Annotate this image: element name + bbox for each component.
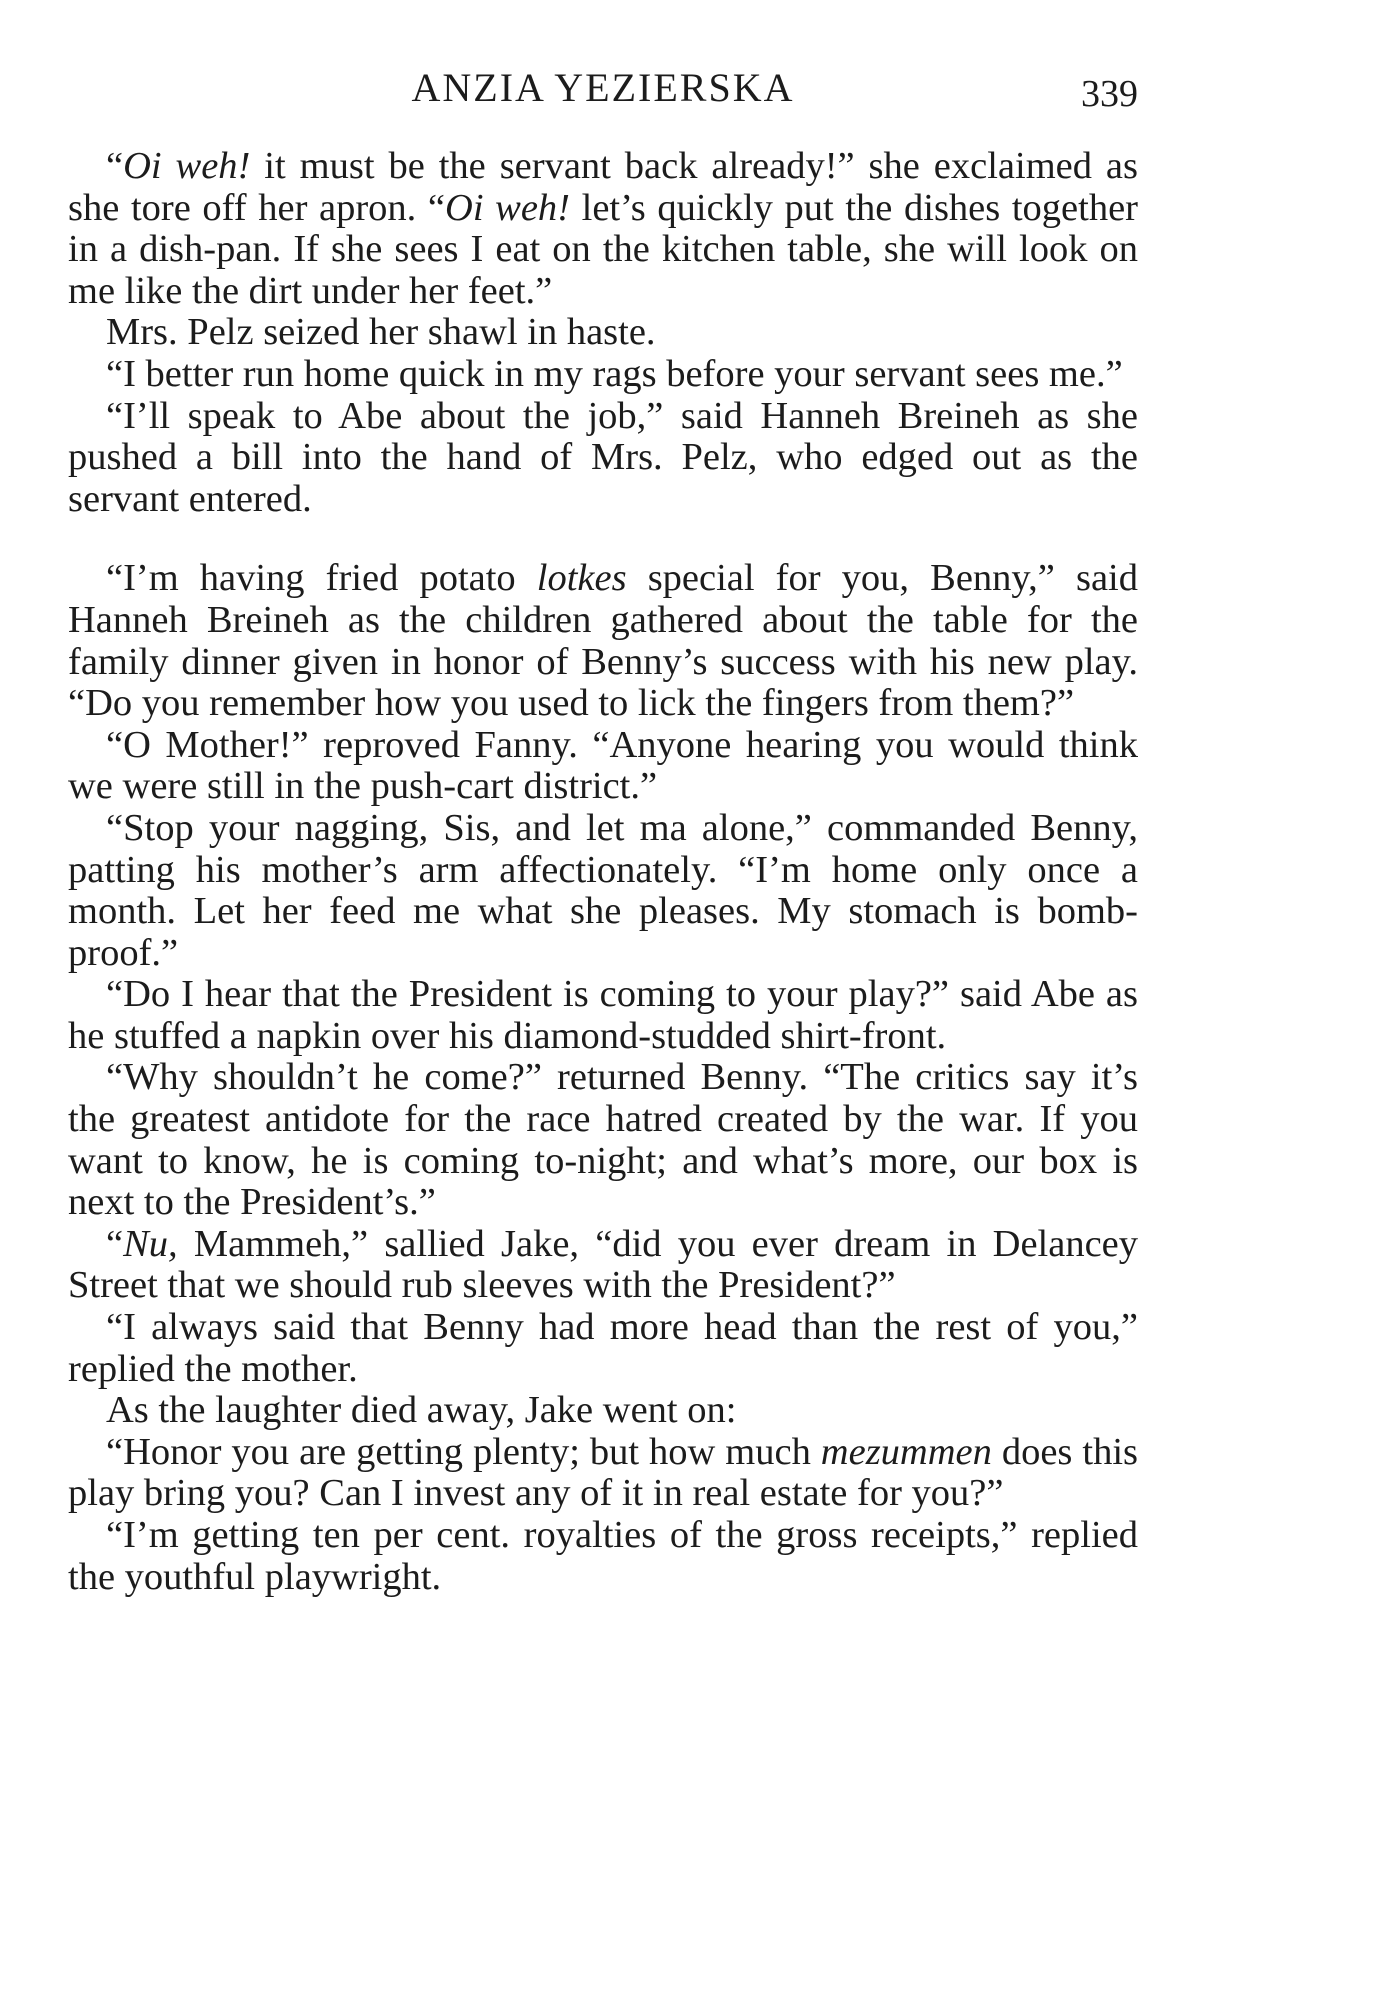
italic-phrase: Oi weh! <box>123 145 251 187</box>
paragraph: “Stop your nagging, Sis, and let ma alone,” commanded Benny, patting his mother’s arm affectionately. “I’m home only once a month. Let her feed me what she pleases. My stomach is bomb-proof.” <box>68 806 1138 974</box>
paragraph: “I’m having fried potato lotkes special for you, Benny,” said Hanneh Breineh as the children gathered about the table for the family dinner given in honor of Benny’s success with his new play. “Do you remember how you used to lick the fingers from them?” <box>68 557 1139 725</box>
paragraph: Mrs. Pelz seized her shawl in haste. <box>106 311 656 354</box>
running-head: ANZIA YEZIERSKA <box>411 65 795 110</box>
page-number: 339 <box>1081 73 1138 115</box>
italic-phrase: Oi weh! <box>445 186 570 229</box>
paragraph: “Do I hear that the President is coming to your play?” said Abe as he stuffed a napkin over his diamond-studded shirt-front. <box>68 973 1138 1057</box>
paragraph: “I’m getting ten per cent. royalties of the gross receipts,” replied the youthful playwright. <box>68 1514 1138 1598</box>
paragraph: “I’ll speak to Abe about the job,” said Hanneh Breineh as she pushed a bill into the hand of Mrs. Pelz, who edged out as the servant entered. <box>68 394 1138 520</box>
paragraph: “Honor you are getting plenty; but how much mezummen does this play bring you? Can I invest any of it in real estate for you?” <box>68 1430 1138 1515</box>
italic-phrase: Nu, <box>123 1222 178 1265</box>
italic-phrase: mezummen <box>820 1430 992 1473</box>
paragraph: “I better run home quick in my rags before your servant sees me.” <box>106 352 1123 395</box>
paragraph: “Nu, Mammeh,” sallied Jake, “did you ever dream in Delancey Street that we should rub sleeves with the President?” <box>68 1222 1138 1307</box>
paragraph: As the laughter died away, Jake went on: <box>106 1389 737 1432</box>
body-text <box>68 146 1138 1598</box>
paragraph: “Why shouldn’t he come?” returned Benny. “The critics say it’s the greatest antidote for the race hatred created by the war. If you want to know, he is coming to-night; and what’s more, our box is next to the President’s.” <box>68 1056 1138 1224</box>
page-header <box>68 58 1138 118</box>
italic-phrase: lotkes <box>536 557 627 600</box>
paragraph: “I always said that Benny had more head than the rest of you,” replied the mother. <box>68 1306 1138 1390</box>
paragraph: “Oi weh! it must be the servant back already!” she exclaimed as she tore off her apron. “Oi weh! let’s quickly put the dishes together in a dish-pan. If she sees I eat on the kitchen table, she will look on me like the dirt under her feet.” <box>68 145 1139 312</box>
paragraph: “O Mother!” reproved Fanny. “Anyone hearing you would think we were still in the push-cart district.” <box>68 723 1138 808</box>
